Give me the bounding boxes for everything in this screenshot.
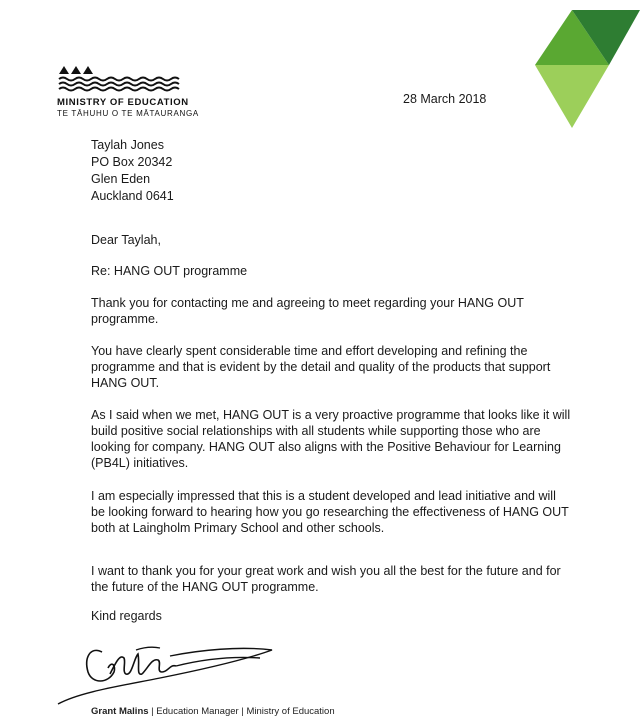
paragraph-3: As I said when we met, HANG OUT is a very proactive programme that looks like it will build positive social relationships with all students while supporting those who are looking for company. HANG OUT also aligns with the Positive Behaviour for Learning (PB4L) initiatives. [91,408,571,470]
signatory-title: Education Manager [156,706,239,717]
closing: Kind regards [91,609,162,623]
signatory-organisation: Ministry of Education [246,706,335,717]
ministry-koru-mountains-icon [57,64,197,94]
ministry-maori-name: TE TĀHUHU O TE MĀTAURANGA [57,109,199,118]
green-triangles-graphic-icon [530,0,640,135]
letter-date: 28 March 2018 [403,92,487,106]
signatory-name: Grant Malins [91,706,149,717]
address-line-1: PO Box 20342 [91,155,173,169]
recipient-name: Taylah Jones [91,138,164,152]
address-line-3: Auckland 0641 [91,189,174,203]
handwritten-signature-icon [50,628,280,708]
paragraph-4: I am especially impressed that this is a student developed and lead initiative and will be looking forward to hearing how you go researching the effectiveness of HANG OUT both at Laingholm Primary School and other schools. [91,489,569,535]
paragraph-1: Thank you for contacting me and agreeing to meet regarding your HANG OUT programme. [91,296,524,326]
ministry-name: MINISTRY OF EDUCATION [57,97,189,108]
ministry-logo [57,64,207,118]
signature-block [91,706,335,717]
subject-line: Re: HANG OUT programme [91,264,248,278]
paragraph-5: I want to thank you for your great work and wish you all the best for the future and for the future of the HANG OUT programme. [91,564,561,594]
paragraph-2: You have clearly spent considerable time and effort developing and refining the programme and that is evident by the detail and quality of the products that support HANG OUT. [91,344,551,390]
recipient-address [91,137,174,205]
address-line-2: Glen Eden [91,172,151,186]
greeting: Dear Taylah, [91,233,161,247]
separator: | [148,706,157,717]
separator: | [238,706,247,717]
